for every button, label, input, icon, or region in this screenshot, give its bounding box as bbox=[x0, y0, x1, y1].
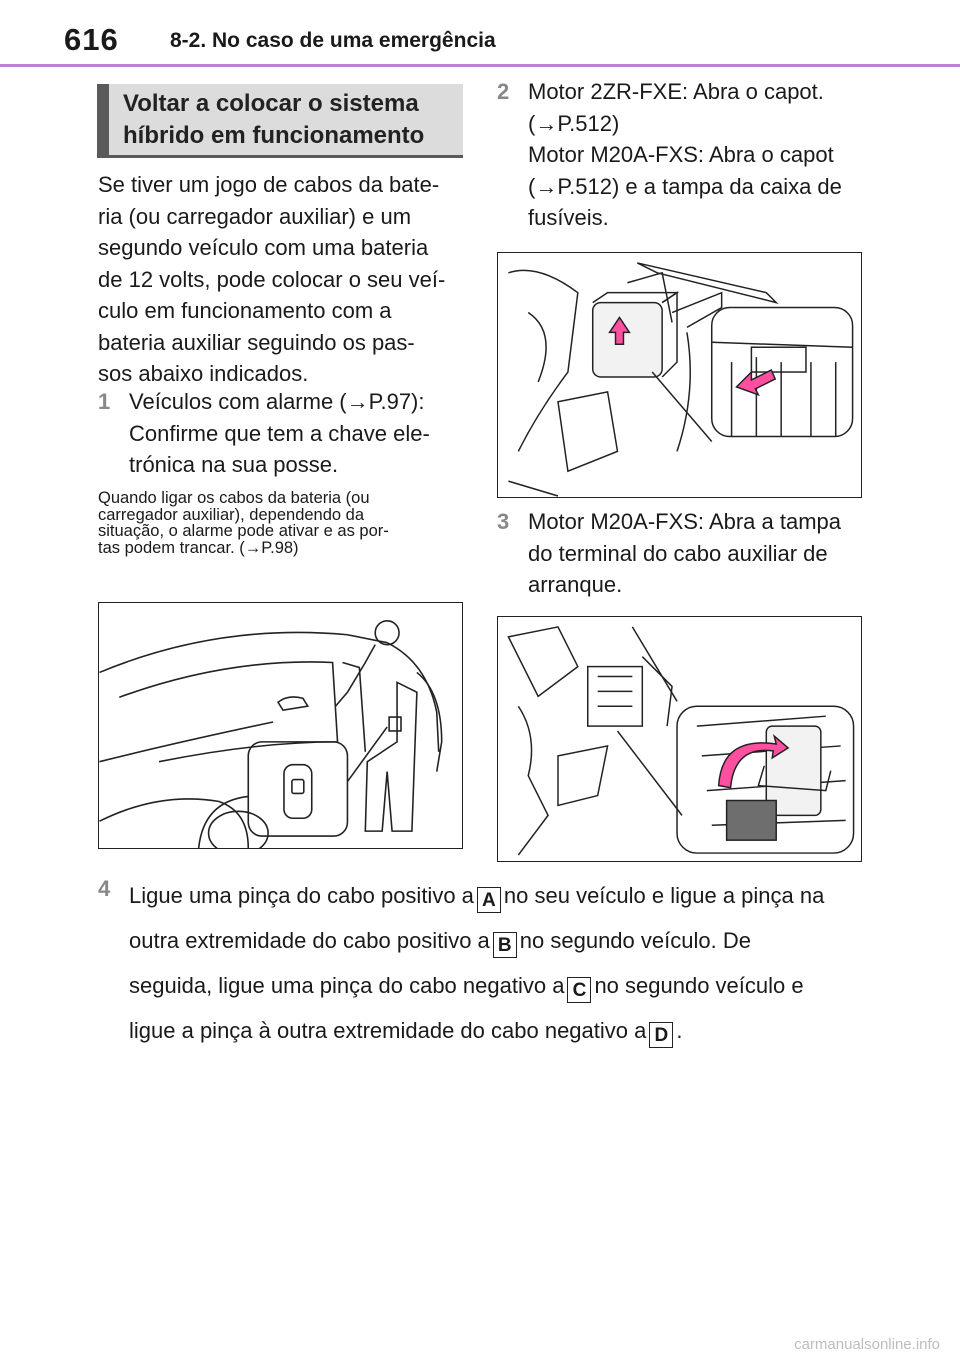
page-number: 616 bbox=[64, 22, 119, 57]
figure-car-door-key bbox=[98, 602, 463, 849]
note-line: situação, o alarme pode ativar e as por- bbox=[98, 522, 389, 540]
step-1-line: Confirme que tem a chave ele- bbox=[129, 420, 430, 446]
step-4-text-part: no segundo veículo e bbox=[594, 973, 804, 998]
section-heading bbox=[97, 84, 463, 158]
figure-fuse-box bbox=[497, 252, 862, 498]
intro-line: ria (ou carregador auxiliar) e um bbox=[98, 203, 412, 229]
page-header bbox=[0, 0, 960, 68]
intro-line: bateria auxiliar seguindo os pas- bbox=[98, 329, 415, 355]
step-4-text-part: Ligue uma pinça do cabo positivo a bbox=[129, 883, 474, 908]
section-title: 8-2. No caso de uma emergência bbox=[170, 29, 496, 52]
label-tag-a: A bbox=[477, 887, 501, 913]
step-2-line: Motor 2ZR-FXE: Abra o capot. bbox=[528, 79, 824, 104]
step-4-text-part: . bbox=[676, 1018, 683, 1043]
car-door-illustration bbox=[99, 603, 462, 848]
step-4-line-1 bbox=[129, 873, 824, 918]
footer-watermark: carmanualsonline.info bbox=[794, 1336, 940, 1353]
step-2-line: (→P.512) e a tampa da caixa de bbox=[528, 173, 842, 199]
step-1-text bbox=[129, 386, 430, 481]
intro-line: culo em funcionamento com a bbox=[98, 298, 392, 323]
header-rule bbox=[0, 64, 960, 67]
alarm-note bbox=[98, 490, 389, 556]
note-line: Quando ligar os cabos da bateria (ou bbox=[98, 489, 370, 507]
step-4-text-part: no seu veículo e ligue a pinça na bbox=[503, 883, 825, 908]
step-4-line-3 bbox=[129, 963, 824, 1008]
step-1-line: trónica na sua posse. bbox=[129, 452, 339, 477]
heading-line-1: Voltar a colocar o sistema bbox=[123, 90, 419, 117]
step-3-number: 3 bbox=[497, 509, 510, 534]
step-4-text-part: ligue a pinça à outra extremidade do cabo negativo a bbox=[129, 1018, 647, 1043]
note-line: tas podem trancar. (→P.98) bbox=[98, 538, 299, 557]
step-4-line-2 bbox=[129, 918, 824, 963]
fuse-box-illustration bbox=[498, 253, 861, 497]
step-3-text bbox=[528, 506, 841, 601]
figure-terminal-cover bbox=[497, 616, 862, 862]
step-2-text bbox=[528, 76, 842, 234]
intro-line: Se tiver um jogo de cabos da bate- bbox=[98, 172, 440, 197]
step-4-text bbox=[129, 873, 824, 1053]
note-line: carregador auxiliar), dependendo da bbox=[98, 505, 365, 524]
step-2-number: 2 bbox=[497, 79, 510, 104]
step-3-line: do terminal do cabo auxiliar de bbox=[528, 540, 828, 566]
label-tag-c: C bbox=[567, 977, 591, 1003]
intro-line: de 12 volts, pode colocar o seu veí- bbox=[98, 266, 446, 292]
step-1-line: Veículos com alarme (→P.97): bbox=[129, 389, 425, 414]
step-3-line: Motor M20A-FXS: Abra a tampa bbox=[528, 509, 842, 534]
label-tag-b: B bbox=[493, 932, 517, 958]
heading-line-2: híbrido em funcionamento bbox=[123, 122, 425, 149]
step-3-line: arranque. bbox=[528, 572, 623, 597]
step-2-line: Motor M20A-FXS: Abra o capot bbox=[528, 142, 834, 167]
step-1-number: 1 bbox=[98, 389, 111, 414]
intro-line: sos abaixo indicados. bbox=[98, 361, 309, 386]
step-4-number: 4 bbox=[98, 876, 111, 901]
label-tag-d: D bbox=[649, 1022, 673, 1048]
step-4-text-part: seguida, ligue uma pinça do cabo negativo a bbox=[129, 973, 565, 998]
step-4-text-part: outra extremidade do cabo positivo a bbox=[129, 928, 490, 953]
step-2-line: fusíveis. bbox=[528, 205, 609, 230]
step-4-line-4 bbox=[129, 1008, 824, 1053]
intro-line: segundo veículo com uma bateria bbox=[98, 235, 429, 260]
intro-paragraph bbox=[98, 169, 445, 390]
step-4-text-part: no segundo veículo. De bbox=[519, 928, 751, 953]
step-2-line: (→P.512) bbox=[528, 110, 620, 136]
terminal-cover-illustration bbox=[498, 617, 861, 861]
